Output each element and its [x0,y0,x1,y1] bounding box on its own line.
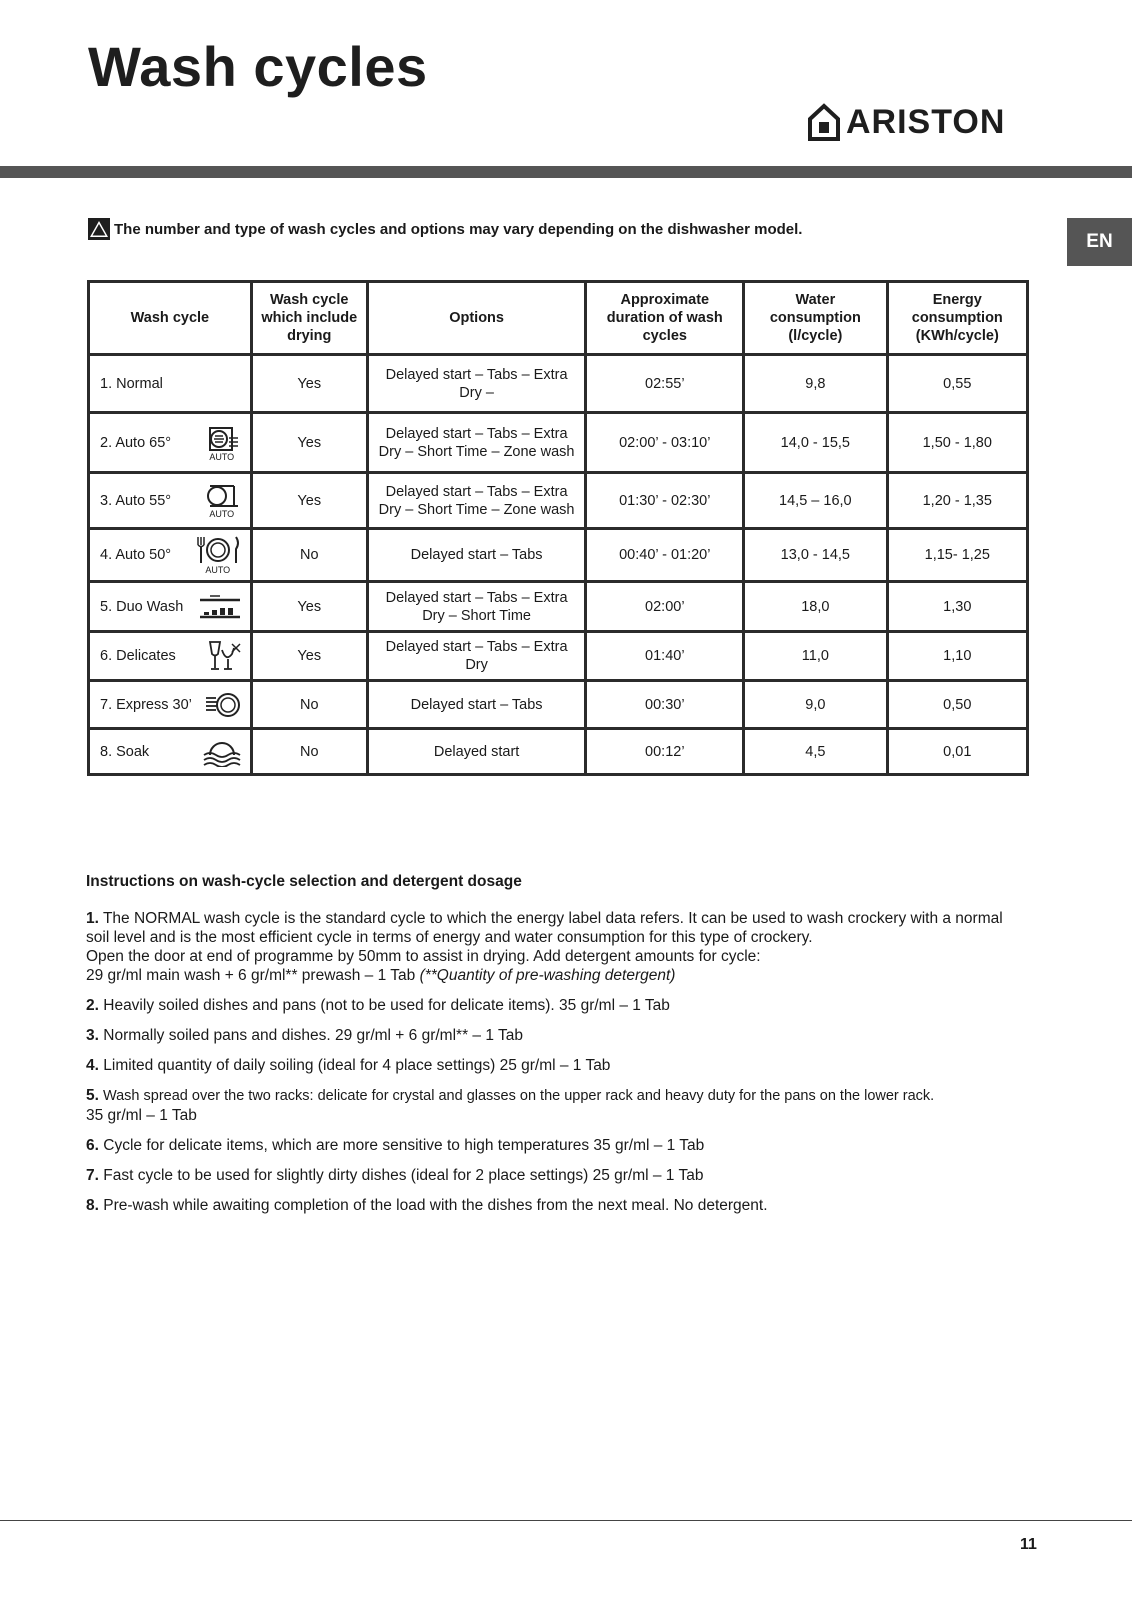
instruction-item [86,1056,1016,1075]
water-cell: 14,5 – 16,0 [744,473,887,529]
warning-note [88,218,802,240]
duration-cell: 01:40’ [586,632,744,681]
item-text: Fast cycle to be used for slightly dirty dishes (ideal for 2 place settings) 25 gr/ml – 1 Tab [103,1167,704,1184]
header-wash-cycle: Wash cycle [89,282,252,355]
table-row [89,473,1028,529]
energy-cell: 0,55 [887,355,1027,413]
item-number: 6. [86,1137,99,1154]
drying-cell: No [251,681,367,729]
brand-name: ARISTON [846,102,1006,141]
water-cell: 11,0 [744,632,887,681]
energy-cell: 0,01 [887,729,1027,775]
item-number: 1. [86,910,99,927]
drying-cell: Yes [251,413,367,473]
auto-label: AUTO [205,565,231,575]
duo-wash-icon [198,593,242,621]
duration-cell: 00:12’ [586,729,744,775]
water-cell: 13,0 - 14,5 [744,529,887,582]
water-cell: 9,8 [744,355,887,413]
options-cell: Delayed start – Tabs – Extra Dry – Short Time – Zone wash [367,413,586,473]
drying-cell: Yes [251,582,367,632]
water-cell: 14,0 - 15,5 [744,413,887,473]
drying-cell: Yes [251,632,367,681]
cycle-name: 3. Auto 55° [100,492,172,509]
page-title: Wash cycles [88,35,428,98]
pan-auto-icon [202,483,242,509]
instruction-item [86,996,1016,1015]
duration-cell: 02:00’ - 03:10’ [586,413,744,473]
table-row [89,355,1028,413]
table-row [89,632,1028,681]
warning-icon [88,218,110,240]
header-rule [0,166,1132,178]
item-number: 5. [86,1087,99,1104]
header-options: Options [367,282,586,355]
instruction-item [86,1196,1016,1215]
instruction-item [86,1136,1016,1155]
cycle-name: 4. Auto 50° [100,547,172,563]
house-logo-icon [808,103,840,141]
table-row [89,582,1028,632]
duration-cell: 02:55’ [586,355,744,413]
instruction-item [86,1166,1016,1185]
item-text: 29 gr/ml main wash + 6 gr/ml** prewash – 1 Tab [86,967,416,984]
express-icon [204,691,242,719]
header-duration: Approximate duration of wash cycles [586,282,744,355]
page-number: 11 [1020,1536,1037,1553]
instructions-heading: Instructions on wash-cycle selection and detergent dosage [86,873,522,890]
item-text: Cycle for delicate items, which are more sensitive to high temperatures 35 gr/ml – 1 Tab [103,1137,705,1154]
energy-cell: 1,20 - 1,35 [887,473,1027,529]
item-text: Wash spread over the two racks: delicate for crystal and glasses on the upper rack and heavy duty for the pans on the lower rack. [102,1088,935,1104]
energy-cell: 1,10 [887,632,1027,681]
language-tab: EN [1067,218,1132,266]
water-cell: 4,5 [744,729,887,775]
options-cell: Delayed start [367,729,586,775]
auto-label: AUTO [209,508,235,519]
brand-logo [808,102,1005,142]
energy-cell: 1,30 [887,582,1027,632]
cycle-name: 7. Express 30’ [100,696,192,713]
water-cell: 18,0 [744,582,887,632]
table-row [89,681,1028,729]
cycle-name: 1. Normal [89,355,252,413]
energy-cell: 1,15- 1,25 [887,529,1027,582]
header-drying: Wash cycle which include drying [251,282,367,355]
item-number: 3. [86,1027,99,1044]
drying-cell: No [251,729,367,775]
cycle-name: 5. Duo Wash [100,598,184,615]
table-row [89,729,1028,775]
instruction-item [86,1086,1016,1125]
cycle-name: 8. Soak [100,743,150,760]
auto-label: AUTO [209,451,235,462]
energy-cell: 0,50 [887,681,1027,729]
drying-cell: Yes [251,473,367,529]
table-header-row [89,282,1028,355]
options-cell: Delayed start – Tabs – Extra Dry – Short Time [367,582,586,632]
options-cell: Delayed start – Tabs [367,529,586,582]
options-cell: Delayed start – Tabs – Extra Dry [367,632,586,681]
duration-cell: 02:00’ [586,582,744,632]
cycle-name: 6. Delicates [100,648,176,664]
header-water: Water consumption (l/cycle) [744,282,887,355]
header-energy: Energy consumption (KWh/cycle) [887,282,1027,355]
table-row [89,529,1028,582]
energy-cell: 1,50 - 1,80 [887,413,1027,473]
duration-cell: 00:30’ [586,681,744,729]
item-text: Pre-wash while awaiting completion of the load with the dishes from the next meal. No detergent. [103,1197,768,1214]
soak-icon [202,737,242,767]
instruction-item [86,1026,1016,1045]
item-note: (**Quantity of pre-washing detergent) [419,967,676,984]
item-text: Open the door at end of programme by 50mm to assist in drying. Add detergent amounts for cycle: [86,948,761,965]
item-number: 7. [86,1167,99,1184]
water-cell: 9,0 [744,681,887,729]
item-text: The NORMAL wash cycle is the standard cycle to which the energy label data refers. It can be used to wash crockery with a normal soil level and is the most efficient cycle in terms of energy and water consumption for this type of crockery. [86,910,1003,946]
duration-cell: 00:40’ - 01:20’ [586,529,744,582]
item-text: 35 gr/ml – 1 Tab [86,1107,197,1124]
duration-cell: 01:30’ - 02:30’ [586,473,744,529]
drying-cell: Yes [251,355,367,413]
pot-auto-icon [202,424,242,452]
item-number: 4. [86,1057,99,1074]
cycle-name: 2. Auto 65° [100,434,172,451]
options-cell: Delayed start – Tabs – Extra Dry – Short Time – Zone wash [367,473,586,529]
item-text: Heavily soiled dishes and pans (not to be used for delicate items). 35 gr/ml – 1 Tab [103,997,670,1014]
instruction-item [86,909,1016,985]
plate-cutlery-auto-icon [194,535,242,565]
drying-cell: No [251,529,367,582]
instructions-section [86,872,1016,1226]
item-text: Normally soiled pans and dishes. 29 gr/ml + 6 gr/ml** – 1 Tab [103,1027,523,1044]
item-number: 8. [86,1197,99,1214]
item-number: 2. [86,997,99,1014]
wash-cycles-table [87,280,1029,776]
options-cell: Delayed start – Tabs [367,681,586,729]
options-cell: Delayed start – Tabs – Extra Dry – [367,355,586,413]
glasses-icon [206,640,242,672]
footer-rule [0,1520,1132,1521]
table-row [89,413,1028,473]
item-text: Limited quantity of daily soiling (ideal for 4 place settings) 25 gr/ml – 1 Tab [103,1057,611,1074]
warning-text: The number and type of wash cycles and options may vary depending on the dishwasher model. [114,220,803,238]
